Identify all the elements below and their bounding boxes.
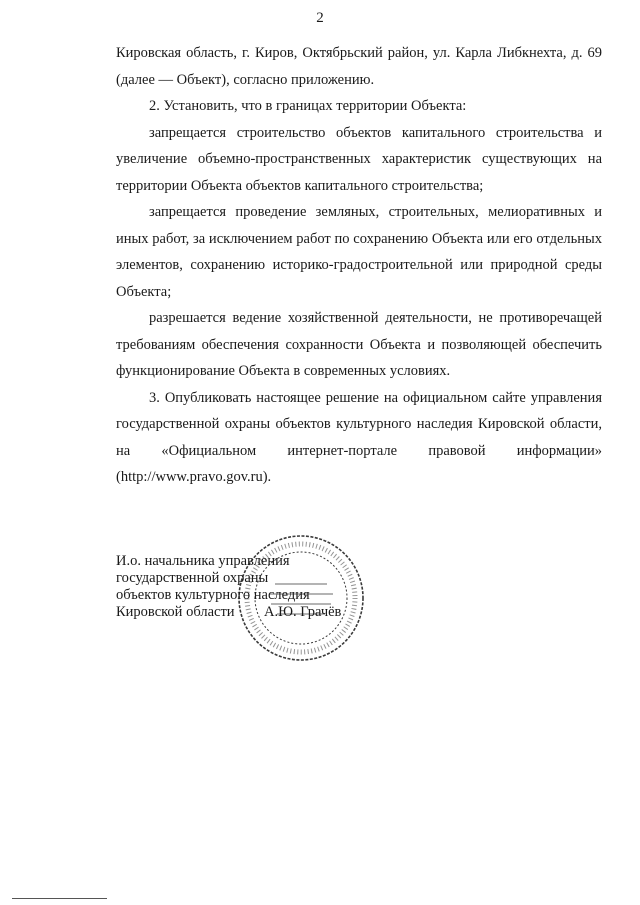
paragraph-item-2: 2. Установить, что в границах территории Объекта:	[149, 98, 467, 114]
paragraph-item-2c: разрешается ведение хозяйственной деятельности, не противоречащей требованиям обеспечения сохранности Объекта и позволяющей обеспечить функционирование Объекта в современных условиях.	[116, 310, 602, 379]
signer-position-line: объектов культурного наследия	[116, 587, 310, 603]
paragraph-item-3: 3. Опубликовать настоящее решение на официальном сайте управления государственной охраны объектов культурного наследия Кировской области, на «Официальном интернет-портале правовой информации» (http://www.pravo.gov.ru).	[116, 389, 602, 485]
signer-position-line: государственной охраны	[116, 570, 269, 586]
paragraph-item-2b: запрещается проведение земляных, строительных, мелиоративных и иных работ, за исключением работ по сохранению Объекта или его отдельных элементов, сохранению историко-градостроительной или природной среды Объекта;	[116, 204, 602, 300]
document-body	[116, 40, 602, 491]
signature-block	[116, 553, 436, 621]
signer-position-line: Кировской области	[116, 604, 235, 620]
signer-position-line: И.о. начальника управления	[116, 553, 290, 569]
signer-name: А.Ю. Грачёв	[264, 604, 342, 620]
page-number: 2	[316, 10, 324, 26]
paragraph-item-2a: запрещается строительство объектов капитального строительства и увеличение объемно-пространственных характеристик существующих на территории Объекта объектов капитального строительства;	[116, 124, 602, 194]
paragraph-address: Кировская область, г. Киров, Октябрьский район, ул. Карла Либкнехта, д. 69 (далее — Объект), согласно приложению.	[116, 45, 602, 88]
footer-divider	[12, 898, 107, 899]
